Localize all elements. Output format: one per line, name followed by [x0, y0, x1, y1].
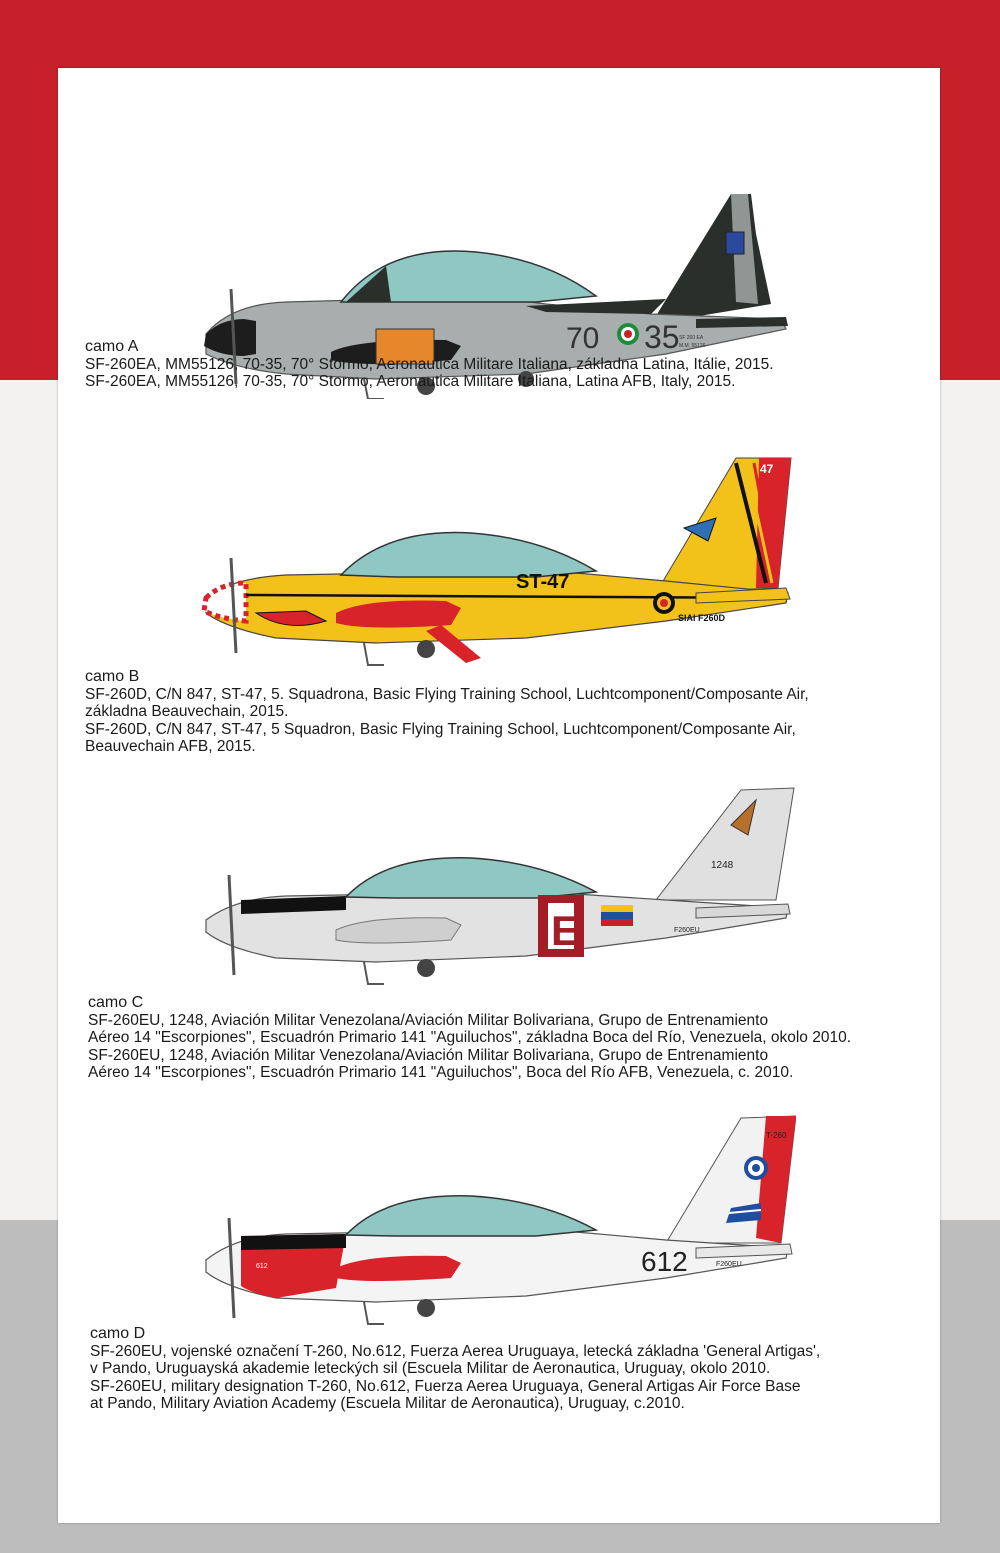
camo-label: camo C [88, 994, 144, 1011]
camo-label: camo D [90, 1325, 146, 1342]
caption-camo-a [85, 338, 774, 391]
nose-number: 612 [256, 1263, 268, 1270]
instruction-sheet [58, 68, 940, 1523]
caption-camo-d [90, 1325, 820, 1413]
camo-label: camo B [85, 668, 140, 685]
caption-line: Aéreo 14 "Escorpiones", Escuadrón Primario 141 "Aguiluchos", základna Boca del Río, Venezuela, okolo 2010. [88, 1029, 852, 1047]
tail-number: 1248 [711, 860, 734, 871]
caption-line: SF-260EA, MM55126, 70-35, 70° Stormo, Aeronautica Militare Italiana, Latina AFB, Italy, 2015. [85, 373, 736, 391]
caption-line: SF-260EU, vojenské označení T-260, No.612, Fuerza Aerea Uruguaya, letecká základna 'General Artigas', [90, 1342, 821, 1360]
type-marking: SF 260 EA [679, 335, 704, 341]
code-right: 35 [644, 319, 680, 355]
aircraft-camo-d [196, 1108, 796, 1348]
code-left: 70 [566, 322, 600, 355]
caption-line: Aéreo 14 "Escorpiones", Escuadrón Primario 141 "Aguiluchos", Boca del Río AFB, Venezuela, c. 2010. [88, 1064, 794, 1082]
caption-line: SF-260D, C/N 847, ST-47, 5. Squadrona, Basic Flying Training School, Luchtcomponent/Composante Air, [85, 685, 809, 703]
caption-line: SF-260EU, 1248, Aviación Militar Venezolana/Aviación Militar Bolivariana, Grupo de Entrenamiento [88, 1046, 769, 1064]
type-marking: F260EU [674, 927, 700, 934]
camo-label: camo A [85, 338, 139, 355]
aircraft-camo-b [196, 453, 796, 683]
tail-number: 47 [760, 462, 774, 476]
caption-camo-b [85, 668, 809, 756]
caption-line: SF-260D, C/N 847, ST-47, 5 Squadron, Basic Flying Training School, Luchtcomponent/Composante Air, [85, 720, 796, 738]
code-marking: 612 [641, 1246, 688, 1277]
caption-line: Beauvechain AFB, 2015. [85, 738, 256, 756]
caption-line: základna Beauvechain, 2015. [85, 703, 289, 721]
type-marking: F260EU [716, 1261, 742, 1268]
tail-designation: T-260 [766, 1131, 787, 1140]
caption-line: v Pando, Uruguayská akademie leteckých sil (Escuela Militar de Aeronautica, Uruguay, okolo 2010. [90, 1360, 771, 1378]
letter-marking: E [551, 907, 580, 954]
caption-camo-c [88, 994, 851, 1082]
caption-line: SF-260EA, MM55126, 70-35, 70° Stormo, Aeronautica Militare Italiana, základna Latina, Itálie, 2015. [85, 355, 774, 373]
caption-line: at Pando, Military Aviation Academy (Escuela Militar de Aeronautica), Uruguay, c.2010. [90, 1395, 685, 1413]
serial-marking: M.M. 55126 [679, 343, 706, 349]
caption-line: SF-260EU, military designation T-260, No.612, Fuerza Aerea Uruguaya, General Artigas Air Force Base [90, 1377, 801, 1395]
type-marking: SIAI F260D [678, 613, 726, 623]
code-marking: ST-47 [516, 571, 570, 593]
caption-line: SF-260EU, 1248, Aviación Militar Venezolana/Aviación Militar Bolivariana, Grupo de Entrenamiento [88, 1011, 769, 1029]
aircraft-camo-c [196, 780, 796, 1005]
